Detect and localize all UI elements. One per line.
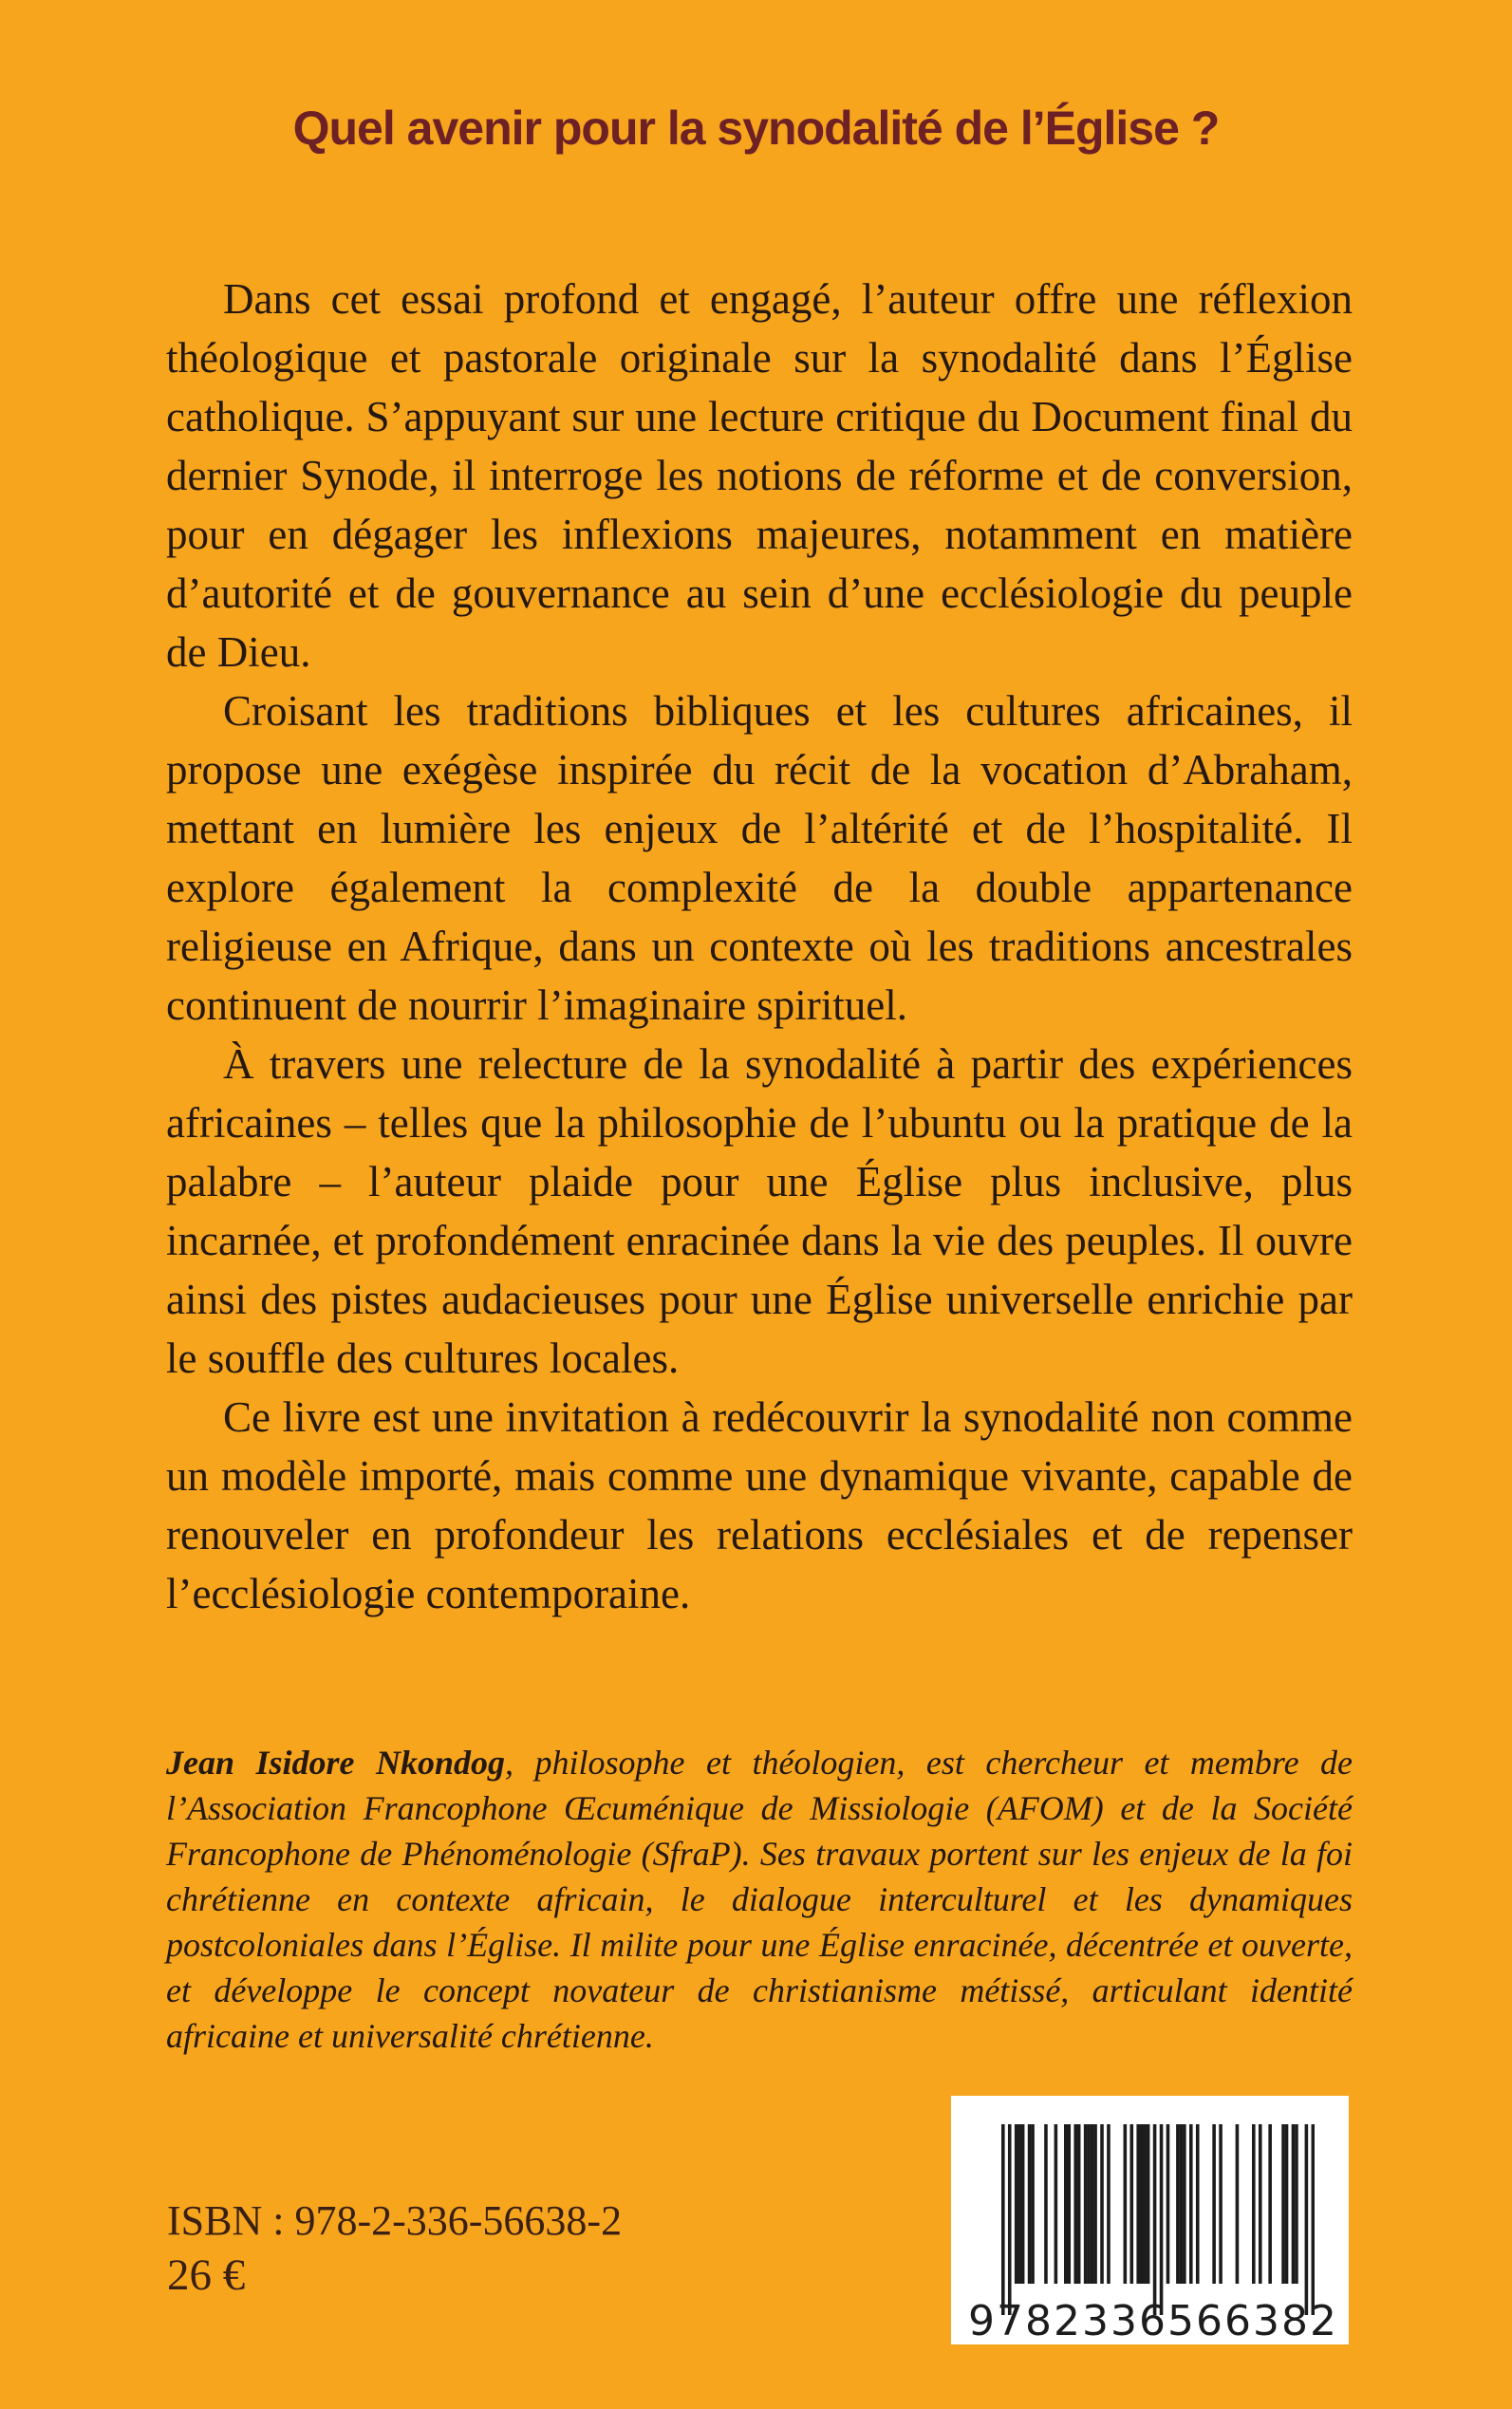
- price-text: 26 €: [167, 2250, 246, 2300]
- barcode-digits: [968, 2297, 1338, 2345]
- cover-title: Quel avenir pour la synodalité de l’Église ?: [292, 102, 1220, 155]
- author-name: Jean Isidore Nkondog: [166, 1744, 506, 1782]
- author-bio: [166, 1740, 1353, 2059]
- synopsis-paragraph-1: Dans cet essai profond et engagé, l’auteur offre une réflexion théologique et pastorale originale sur la synodalité dans l’Église catholique. S’appuyant sur une lecture critique du Document final du dernier Synode, il interroge les notions de réforme et de conversion, pour en dégager les inflexions majeures, notamment en matière d’autorité et de gouvernance au sein d’une ecclésiologie du peuple de Dieu.: [166, 275, 1353, 676]
- barcode-digit-group-3: 566382: [1167, 2297, 1338, 2345]
- synopsis-paragraph-2: Croisant les traditions bibliques et les cultures africaines, il propose une exégèse inspirée du récit de la vocation d’Abraham, mettant en lumière les enjeux de l’altérité et de l’hospitalité. Il explore également la complexité de la double appartenance religieuse en Afrique, dans un contexte où les traditions ancestrales continuent de nourrir l’imaginaire spirituel.: [166, 687, 1353, 1029]
- barcode-digit-group-1: 9: [968, 2297, 997, 2345]
- barcode-digit-group-2: 782336: [997, 2297, 1167, 2345]
- synopsis-paragraph-3: À travers une relecture de la synodalité à partir des expériences africaines – telles que la philosophie de l’ubuntu ou la pratique de la palabre – l’auteur plaide pour une Église plus inclusive, plus incarnée, et profondément enracinée dans la vie des peuples. Il ouvre ainsi des pistes audacieuses pour une Église universelle enrichie par le souffle des cultures locales.: [166, 1040, 1353, 1382]
- barcode: [951, 2096, 1349, 2344]
- isbn-text: ISBN : 978-2-336-56638-2: [167, 2197, 623, 2244]
- barcode-bars-image: [1001, 2124, 1315, 2315]
- author-bio-text: , philosophe et théologien, est chercheur et membre de l’Association Francophone Œcuménique de Missiologie (AFOM) et de la Société Francophone de Phénoménologie (SfraP). Ses travaux portent sur les enjeux de la foi chrétienne en contexte africain, le dialogue interculturel et les dynamiques postcoloniales dans l’Église. Il milite pour une Église enracinée, décentrée et ouverte, et développe le concept novateur de christianisme métissé, articulant identité africaine et universalité chrétienne.: [166, 1744, 1353, 2055]
- synopsis: [166, 270, 1353, 1623]
- synopsis-paragraph-4: Ce livre est une invitation à redécouvrir la synodalité non comme un modèle importé, mais comme une dynamique vivante, capable de renouveler en profondeur les relations ecclésiales et de repenser l’ecclésiologie contemporaine.: [166, 1393, 1353, 1617]
